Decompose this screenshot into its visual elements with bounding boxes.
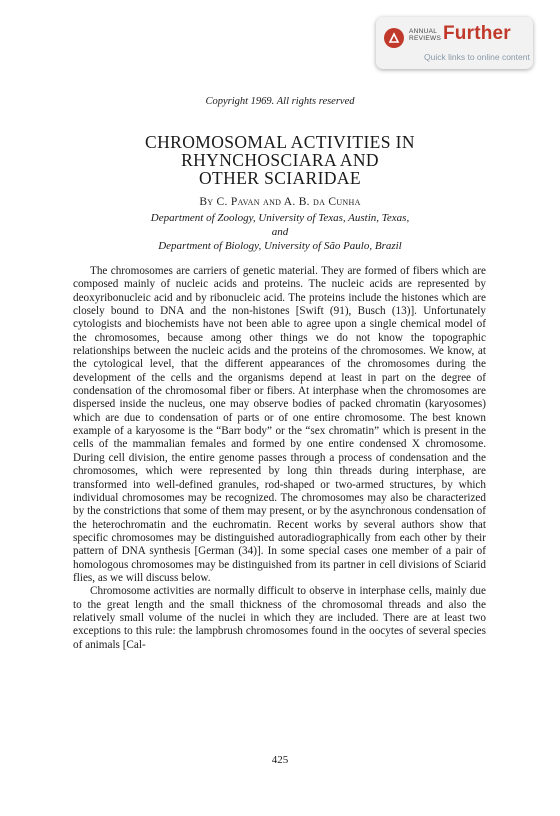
title-line-1: CHROMOSOMAL ACTIVITIES IN	[145, 132, 415, 152]
body-paragraph-1: The chromosomes are carriers of genetic material. They are formed of fibers which are composed mainly of nucleic acids and proteins. The nucleic acids are represented by deoxyribonucleic acid and by ribonucleic acid. The proteins include the histones which are closely bound to DNA and the non-histones [Swift (91), Busch (13)]. Unfortunately cytologists and biochemists have not been able to agree upon a single chemical model of the chromosomes, because among other things we do not know the topographic relationships between the nucleic acids and the proteins of the chromosomes. We know, at the cytological level, that the different appearances of the chromosomes during the development of the cells and the organisms depend at least in part on the degree of condensation of the chromosomal fiber or fibers. At interphase when the chromosomes are dispersed inside the nucleus, one may observe bodies of packed chromatin (karyosomes) which are due to condensation of parts or of one entire chromosome. The best known example of a karyosome is the “Barr body” or the “sex chromatin” which is present in the cells of the mammalian females and formed by one entire condensed X chromosome. During cell division, the entire genome passes through a process of condensation and the chromosomes, which were represented by long thin threads during interphase, are transformed into well-defined granules, rod-shaped or two-armed structures, by which individual chromosomes may be recognized. The chromosomes may also be characterized by the constrictions that some of them may present, or by the asynchronous condensation of the heterochromatin and the euchromatin. Recent works by several authors show that specific chromosomes may be distinguished autoradiographically from each other by their pattern of DNA synthesis [German (34)]. In some special cases one member of a pair of homologous chromosomes may be distinguished from its partner in cell divisions of Sciarid flies, as we will discuss below.	[73, 265, 486, 584]
badge-tagline: Quick links to online content	[424, 52, 530, 62]
annual-reviews-further-badge[interactable]	[376, 17, 533, 69]
title-line-2: RHYNCHOSCIARA AND	[181, 150, 379, 170]
article-title	[0, 133, 560, 187]
page-number: 425	[271, 754, 289, 766]
badge-brand: Further	[443, 23, 511, 44]
badge-publisher-label: ANNUAL REVIEWS	[409, 28, 442, 42]
body-paragraph-2: Chromosome activities are normally difficult to observe in interphase cells, mainly due to the great length and the small thickness of the chromosomal threads and also the relatively small volume of the nuclei in which they are included. There are at least two exceptions to this rule: the lampbrush chromosomes found in the oocytes of several species of animals [Cal-	[73, 585, 486, 651]
affiliation-first: Department of Zoology, University of Texas, Austin, Texas,	[150, 212, 410, 224]
copyright-notice: Copyright 1969. All rights reserved	[205, 96, 355, 107]
article-body	[73, 265, 486, 652]
title-line-3: OTHER SCIARIDAE	[198, 168, 362, 188]
affiliation-second: Department of Biology, University of São Paulo, Brazil	[158, 240, 402, 252]
author-line: By C. Pavan and A. B. da Cunha	[199, 196, 361, 208]
affiliation-conjunction: and	[271, 226, 289, 238]
annual-reviews-logo-icon	[384, 28, 404, 48]
